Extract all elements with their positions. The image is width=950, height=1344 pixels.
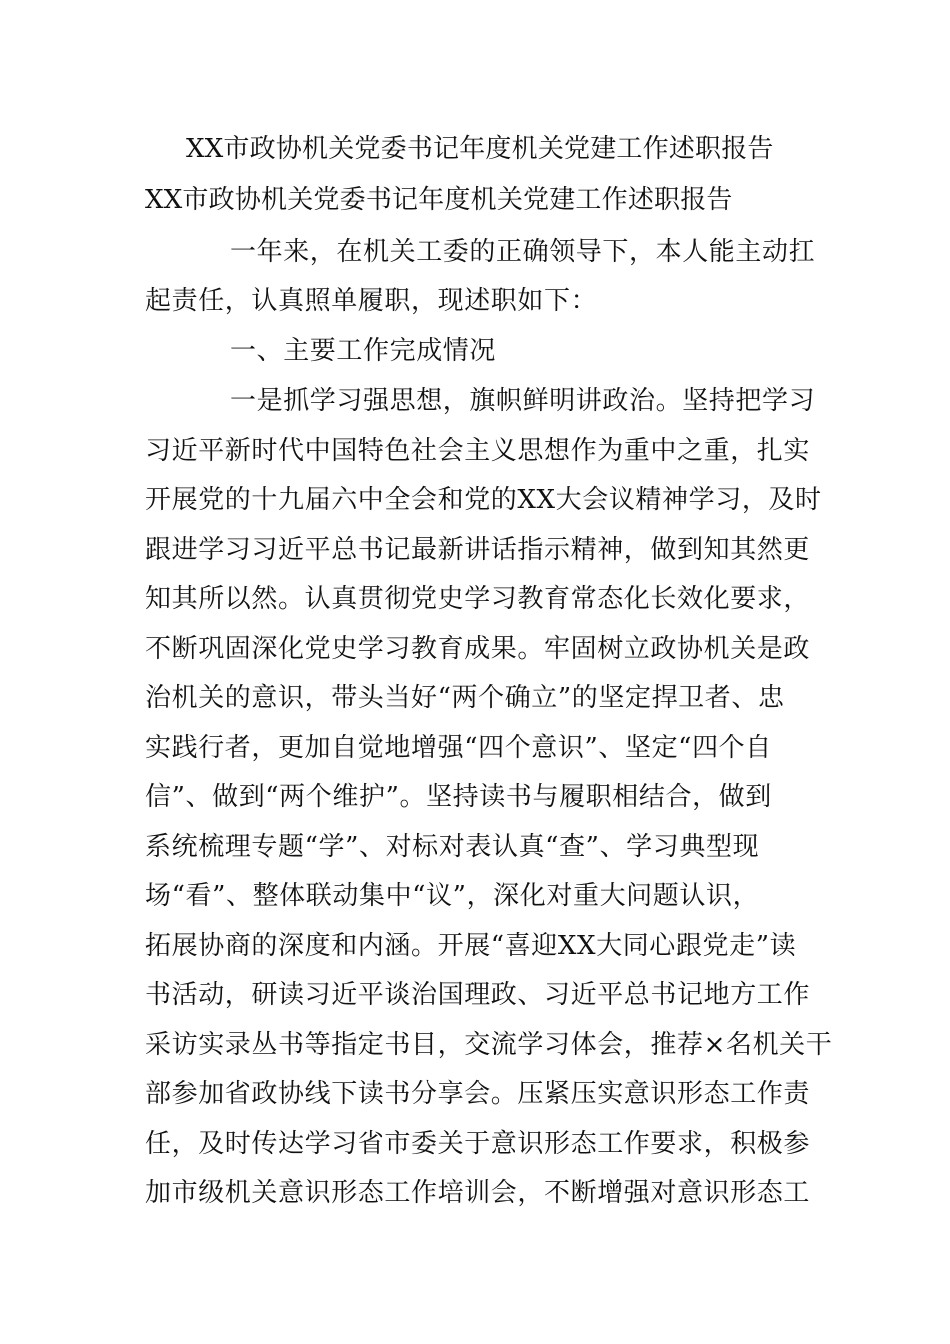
document-title-line-1: XX市政协机关党委书记年度机关党建工作述职报告 (186, 134, 774, 164)
body-line-8: 实践行者，更加自觉地增强“四个意识”、坚定“四个自 (145, 733, 772, 763)
body-line-7: 治机关的意识，带头当好“两个确立”的坚定捍卫者、忠 (145, 683, 785, 713)
document-title-line-2: XX市政协机关党委书记年度机关党建工作述职报告 (145, 185, 733, 215)
section-heading: 一、主要工作完成情况 (230, 336, 497, 366)
body-line-3: 开展党的十九届六中全会和党的XX大会议精神学习，及时 (145, 485, 822, 515)
body-line-15: 部参加省政协线下读书分享会。压紧压实意识形态工作责 (145, 1079, 811, 1109)
body-line-17: 加市级机关意识形态工作培训会，不断增强对意识形态工 (145, 1178, 811, 1208)
body-line-13: 书活动，研读习近平谈治国理政、习近平总书记地方工作 (145, 980, 811, 1010)
body-line-4: 跟进学习习近平总书记最新讲话指示精神，做到知其然更 (145, 535, 811, 565)
body-line-1: 一是抓学习强思想，旗帜鲜明讲政治。坚持把学习 (230, 386, 816, 416)
intro-line-2: 起责任，认真照单履职，现述职如下： (145, 286, 598, 316)
body-line-12: 拓展协商的深度和内涵。开展“喜迎XX大同心跟党走”读 (145, 931, 797, 961)
body-line-9: 信”、做到“两个维护”。坚持读书与履职相结合，做到 (145, 782, 772, 812)
body-line-11: 场“看”、整体联动集中“议”，深化对重大问题认识， (145, 881, 760, 911)
body-line-16: 任，及时传达学习省市委关于意识形态工作要求，积极参 (145, 1129, 811, 1159)
intro-line-1: 一年来，在机关工委的正确领导下，本人能主动扛 (230, 237, 816, 267)
body-line-14: 采访实录丛书等指定书目，交流学习体会，推荐×名机关干 (145, 1030, 833, 1060)
body-line-5: 知其所以然。认真贯彻党史学习教育常态化长效化要求， (145, 584, 811, 614)
body-line-6: 不断巩固深化党史学习教育成果。牢固树立政协机关是政 (145, 634, 811, 664)
body-line-2: 习近平新时代中国特色社会主义思想作为重中之重，扎实 (145, 436, 811, 466)
body-line-10: 系统梳理专题“学”、对标对表认真“查”、学习典型现 (145, 832, 760, 862)
